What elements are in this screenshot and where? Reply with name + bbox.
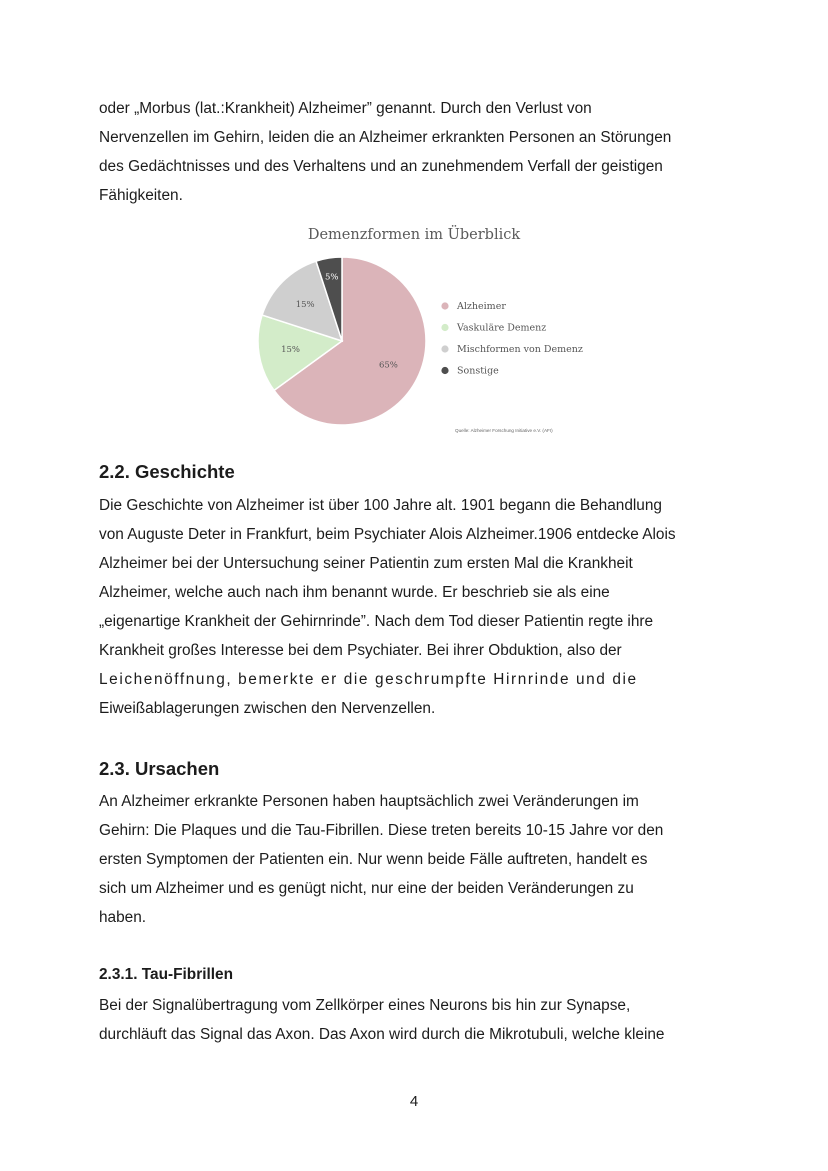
geschichte-paragraph bbox=[99, 491, 729, 723]
legend-swatch bbox=[441, 367, 448, 374]
pie-label-vaskulaere-demenz: 15% bbox=[281, 345, 301, 356]
section-heading-ursachen: 2.3. Ursachen bbox=[99, 758, 220, 779]
text-line: Krankheit großes Interesse bei dem Psychiater. Bei ihrer Obduktion, also der bbox=[99, 642, 622, 659]
intro-paragraph bbox=[99, 94, 729, 210]
text-line: Die Geschichte von Alzheimer ist über 100 Jahre alt. 1901 begann die Behandlung bbox=[99, 497, 662, 514]
legend-label: Vaskuläre Demenz bbox=[457, 322, 547, 334]
legend-label: Sonstige bbox=[457, 365, 499, 377]
page-number: 4 bbox=[409, 1093, 419, 1110]
section-heading-geschichte: 2.2. Geschichte bbox=[99, 461, 235, 482]
text-line: oder „Morbus (lat.:Krankheit) Alzheimer” genannt. Durch den Verlust von bbox=[99, 100, 592, 117]
text-line: Gehirn: Die Plaques und die Tau-Fibrillen. Diese treten bereits 10-15 Jahre vor den bbox=[99, 822, 664, 839]
text-line: haben. bbox=[99, 909, 147, 926]
pie-label-sonstige: 5% bbox=[325, 272, 339, 283]
text-line: An Alzheimer erkrankte Personen haben hauptsächlich zwei Veränderungen im bbox=[99, 793, 639, 810]
legend-swatch bbox=[441, 302, 448, 309]
legend-swatch bbox=[441, 324, 448, 331]
text-line: von Auguste Deter in Frankfurt, beim Psychiater Alois Alzheimer.1906 entdecke Alois bbox=[99, 526, 676, 543]
ursachen-paragraph bbox=[99, 787, 729, 932]
legend-swatch bbox=[441, 345, 448, 352]
text-line: Fähigkeiten. bbox=[99, 187, 183, 204]
legend-item-alzheimer bbox=[441, 301, 506, 312]
text-line: Nervenzellen im Gehirn, leiden die an Alzheimer erkrankten Personen an Störungen bbox=[99, 129, 672, 146]
tau-fibrillen-paragraph bbox=[99, 991, 729, 1049]
text-line: Alzheimer, welche auch nach ihm benannt wurde. Er beschrieb sie als eine bbox=[99, 584, 610, 601]
pie-chart-svg bbox=[240, 218, 600, 440]
chart-legend bbox=[441, 301, 582, 377]
legend-label: Mischformen von Demenz bbox=[457, 344, 583, 355]
text-line: ersten Symptomen der Patienten ein. Nur wenn beide Fälle auftreten, handelt es bbox=[99, 851, 648, 868]
subsection-heading-tau-fibrillen: 2.3.1. Tau-Fibrillen bbox=[99, 966, 233, 983]
legend-item-sonstige bbox=[441, 366, 499, 377]
text-line: des Gedächtnisses und des Verhaltens und an zunehmendem Verfall der geistigen bbox=[99, 158, 663, 175]
text-line: sich um Alzheimer und es genügt nicht, nur eine der beiden Veränderungen zu bbox=[99, 880, 634, 897]
text-line: Bei der Signalübertragung vom Zellkörper eines Neurons bis hin zur Synapse, bbox=[99, 997, 631, 1014]
legend-label: Alzheimer bbox=[457, 301, 506, 312]
pie-label-alzheimer: 65% bbox=[378, 360, 398, 371]
text-line: Alzheimer bei der Untersuchung seiner Patientin zum ersten Mal die Krankheit bbox=[99, 555, 633, 572]
text-line: Eiweißablagerungen zwischen den Nervenzellen. bbox=[99, 700, 436, 717]
pie-label-mischformen: 15% bbox=[295, 300, 315, 311]
legend-item-mischformen bbox=[441, 344, 582, 355]
legend-item-vaskulaere-demenz bbox=[441, 323, 546, 334]
text-line: Leichenöffnung, bemerkte er die geschrumpfte Hirnrinde und die bbox=[99, 671, 638, 688]
chart-title: Demenzformen im Überblick bbox=[307, 227, 521, 243]
pie-slices bbox=[258, 257, 426, 425]
dementia-forms-chart bbox=[240, 218, 600, 440]
chart-source: Quelle: Alzheimer Forschung Initiative e.V. (AFI) bbox=[455, 428, 553, 433]
text-line: durchläuft das Signal das Axon. Das Axon wird durch die Mikrotubuli, welche kleine bbox=[99, 1026, 665, 1043]
text-line: „eigenartige Krankheit der Gehirnrinde”. Nach dem Tod dieser Patientin regte ihre bbox=[99, 613, 654, 630]
